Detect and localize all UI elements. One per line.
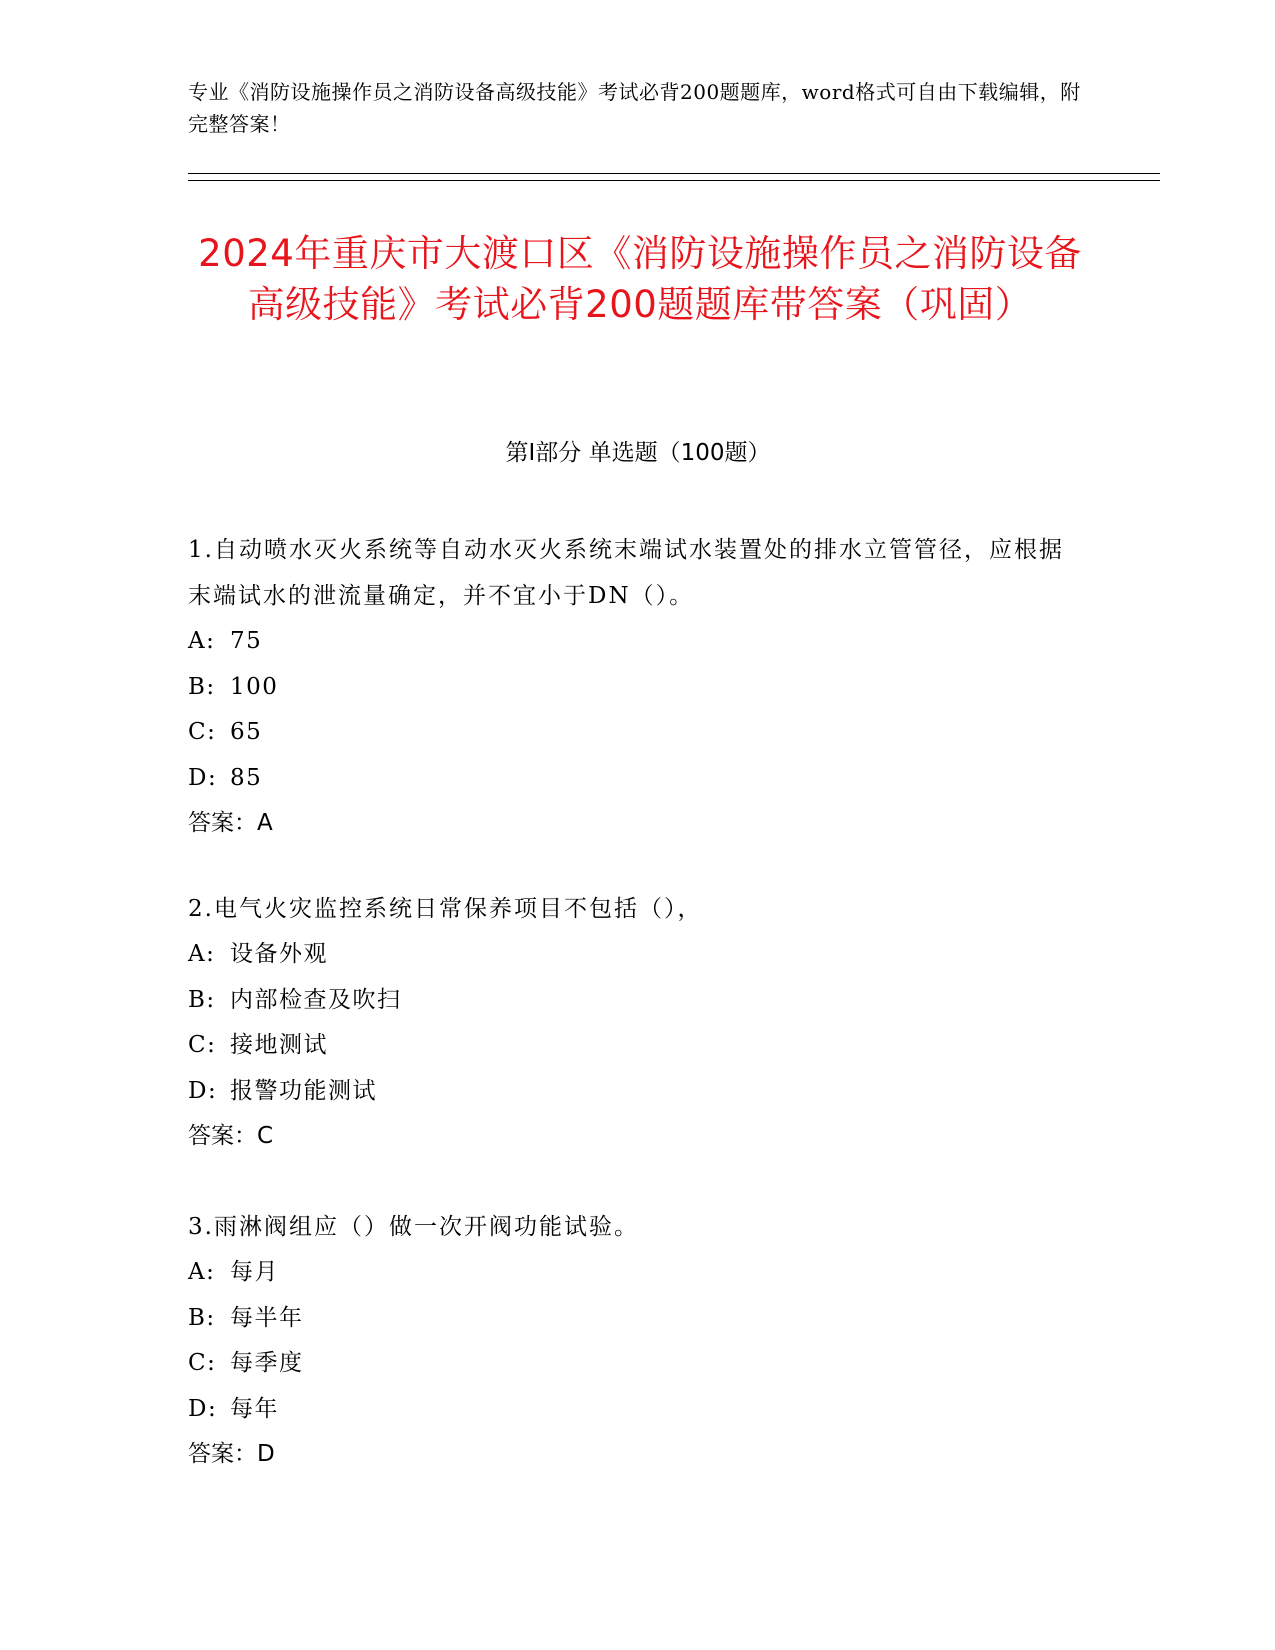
option-a: [188, 1250, 1088, 1296]
section-title: 第I部分 单选题（100题）: [505, 440, 771, 466]
question-stem: 2.电气火灾监控系统日常保养项目不包括（），: [188, 896, 703, 922]
option-c: [188, 1341, 1088, 1387]
option-text: 每季度: [230, 1350, 304, 1376]
option-key: C:: [188, 719, 217, 745]
option-text: 85: [230, 764, 263, 791]
option-text: 报警功能测试: [230, 1077, 377, 1104]
option-key: B:: [188, 673, 216, 700]
option-key: C:: [188, 1350, 217, 1376]
option-text: 75: [230, 628, 263, 654]
question-stem: 1.自动喷水灭火系统等自动水灭火系统末端试水装置处的排水立管管径，应根据末端试水的泄流量确定，并不宜小于DN（）。: [188, 537, 1064, 609]
option-text: 每月: [230, 1259, 279, 1285]
header-divider-bottom: [188, 180, 1160, 181]
option-c: [188, 1023, 1088, 1069]
option-text: 内部检查及吹扫: [230, 986, 402, 1013]
option-text: 每半年: [230, 1304, 304, 1331]
option-a: [188, 932, 1088, 978]
option-key: D:: [188, 1077, 218, 1104]
header-note: 专业《消防设施操作员之消防设备高级技能》考试必背200题题库，word格式可自由下载编辑，附完整答案！: [188, 80, 1081, 136]
option-key: D:: [188, 764, 218, 791]
option-text: 65: [230, 719, 263, 745]
document-title: 2024年重庆市大渡口区《消防设施操作员之消防设备高级技能》考试必背200题题库带答案（巩固）: [198, 232, 1082, 326]
option-text: 每年: [230, 1395, 279, 1422]
question-3: [188, 1204, 1088, 1478]
answer-line: 答案：C: [188, 1123, 274, 1149]
question-2: [188, 886, 1088, 1160]
option-b: [188, 665, 1088, 711]
question-stem: 3.雨淋阀组应（）做一次开阀功能试验。: [188, 1214, 639, 1240]
option-key: D:: [188, 1395, 218, 1422]
option-d: [188, 1387, 1088, 1433]
question-1: [188, 527, 1088, 847]
option-key: A:: [188, 628, 216, 654]
option-b: [188, 978, 1088, 1024]
answer-line: 答案：D: [188, 1441, 275, 1467]
option-key: B:: [188, 986, 216, 1013]
option-key: A:: [188, 1259, 216, 1285]
option-d: [188, 1069, 1088, 1115]
option-b: [188, 1296, 1088, 1342]
header-divider-top: [188, 173, 1160, 174]
option-key: C:: [188, 1032, 217, 1058]
option-a: [188, 619, 1088, 665]
option-key: A:: [188, 941, 216, 967]
option-text: 100: [230, 673, 279, 700]
option-c: [188, 710, 1088, 756]
option-key: B:: [188, 1304, 216, 1331]
option-d: [188, 756, 1088, 802]
option-text: 接地测试: [230, 1032, 328, 1058]
answer-line: 答案：A: [188, 810, 273, 836]
option-text: 设备外观: [230, 941, 328, 967]
